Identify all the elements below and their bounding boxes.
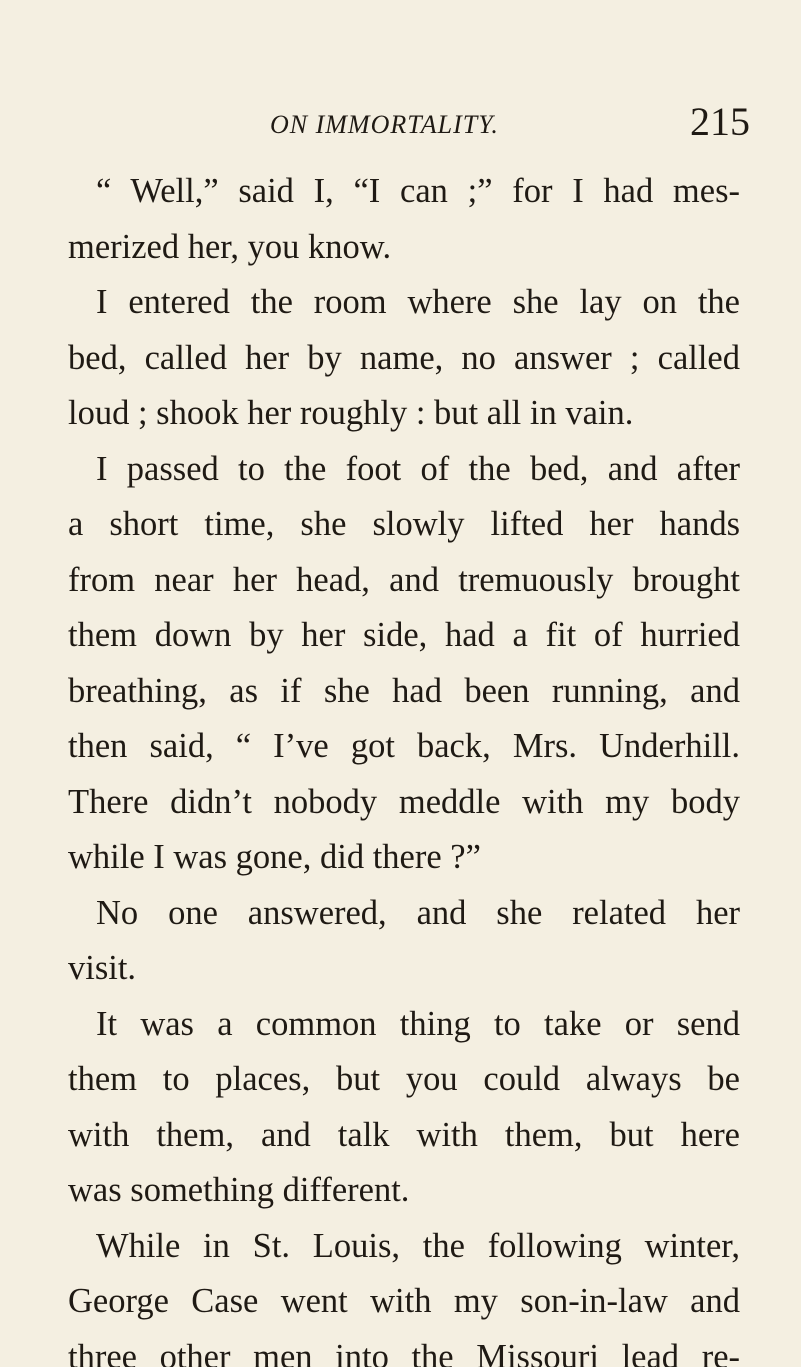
text-line: from near her head, and tremuously brought [68, 560, 740, 599]
text-line: bed, called her by name, no answer ; called [68, 338, 740, 377]
page-number: 215 [690, 99, 750, 144]
text-line: I entered the room where she lay on the [96, 283, 740, 321]
text-line: then said, “ I’ve got back, Mrs. Underhill. [68, 727, 740, 765]
text-line: It was a common thing to take or send [96, 1004, 740, 1043]
text-line: There didn’t nobody meddle with my body [68, 782, 740, 821]
text-line: No one answered, and she related her [96, 893, 740, 932]
text-line: a short time, she slowly lifted her hands [68, 505, 740, 543]
text-line: “ Well,” said I, “I can ;” for I had mes- [96, 172, 740, 210]
text-line: I passed to the foot of the bed, and after [96, 449, 740, 488]
text-line: loud ; shook her roughly : but all in vain. [68, 394, 634, 432]
text-line: while I was gone, did there ?” [68, 838, 481, 876]
text-line: George Case went with my son-in-law and [68, 1282, 740, 1320]
running-head: ON IMMORTALITY. [270, 110, 499, 139]
text-line: While in St. Louis, the following winter, [96, 1226, 740, 1265]
body-text [68, 164, 740, 1367]
text-line: merized her, you know. [68, 227, 392, 266]
text-line: visit. [68, 949, 137, 987]
text-line: breathing, as if she had been running, and [68, 671, 740, 710]
text-line: with them, and talk with them, but here [68, 1115, 740, 1154]
text-line: them down by her side, had a fit of hurried [68, 616, 740, 654]
text-line: was something different. [68, 1171, 410, 1209]
text-line: three other men into the Missouri lead re- [68, 1337, 740, 1367]
text-line: them to places, but you could always be [68, 1060, 740, 1098]
